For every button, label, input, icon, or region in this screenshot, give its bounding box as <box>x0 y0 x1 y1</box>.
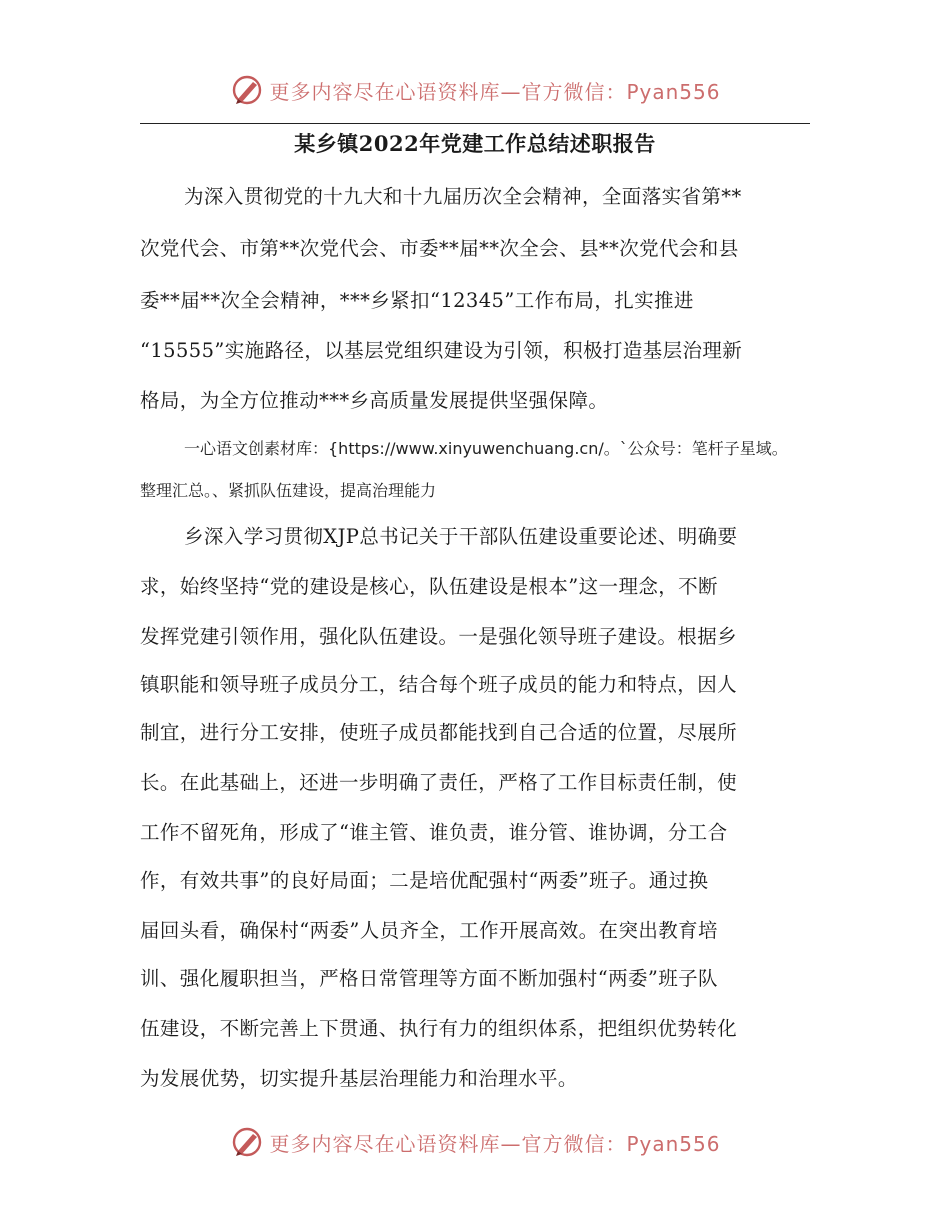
source-note-line: 一心语文创素材库：{https://www.xinyuwenchuang.cn/。`公众号：笔杆子星域。 <box>184 439 788 458</box>
footer-banner <box>0 1120 950 1164</box>
body-line: 镇职能和领导班子成员分工，结合每个班子成员的能力和特点，因人 <box>140 673 738 696</box>
body-line: 次党代会、市第**次党代会、市委**届**次全会、县**次党代会和县 <box>140 237 739 260</box>
body-line: 求，始终坚持“党的建设是核心，队伍建设是根本”这一理念，不断 <box>140 575 718 598</box>
body-line: 届回头看，确保村“两委”人员齐全，工作开展高效。在突出教育培 <box>140 919 718 942</box>
body-line: 乡深入学习贯彻XJP总书记关于干部队伍建设重要论述、明确要 <box>184 525 738 548</box>
pen-logo-icon <box>229 1124 265 1160</box>
body-line: 委**届**次全会精神，***乡紧扣“12345”工作布局，扎实推进 <box>140 289 694 312</box>
header-rule <box>140 123 810 124</box>
body-line: 发挥党建引领作用，强化队伍建设。一是强化领导班子建设。根据乡 <box>140 625 738 648</box>
document-title: 某乡镇2022年党建工作总结述职报告 <box>294 131 656 156</box>
banner-text: 更多内容尽在心语资料库—官方微信：Pyan556 <box>269 1131 721 1156</box>
body-line: 格局，为全方位推动***乡高质量发展提供坚强保障。 <box>140 389 609 412</box>
header-banner <box>0 68 950 112</box>
body-line: 为发展优势，切实提升基层治理能力和治理水平。 <box>140 1067 578 1090</box>
body-line: “15555”实施路径，以基层党组织建设为引领，积极打造基层治理新 <box>140 339 743 362</box>
banner-text: 更多内容尽在心语资料库—官方微信：Pyan556 <box>269 79 721 104</box>
body-line: 作，有效共事”的良好局面；二是培优配强村“两委”班子。通过换 <box>140 869 709 892</box>
body-line: 为深入贯彻党的十九大和十九届历次全会精神，全面落实省第** <box>184 185 742 208</box>
body-line: 制宜，进行分工安排，使班子成员都能找到自己合适的位置，尽展所 <box>140 721 738 744</box>
body-line: 训、强化履职担当，严格日常管理等方面不断加强村“两委”班子队 <box>140 967 718 990</box>
pen-logo-icon <box>229 72 265 108</box>
body-line: 工作不留死角，形成了“谁主管、谁负责，谁分管、谁协调，分工合 <box>140 821 728 844</box>
body-line: 长。在此基础上，还进一步明确了责任，严格了工作目标责任制，使 <box>140 771 738 794</box>
section-heading-line: 整理汇总。、紧抓队伍建设，提高治理能力 <box>140 481 437 500</box>
body-line: 伍建设，不断完善上下贯通、执行有力的组织体系，把组织优势转化 <box>140 1017 738 1040</box>
